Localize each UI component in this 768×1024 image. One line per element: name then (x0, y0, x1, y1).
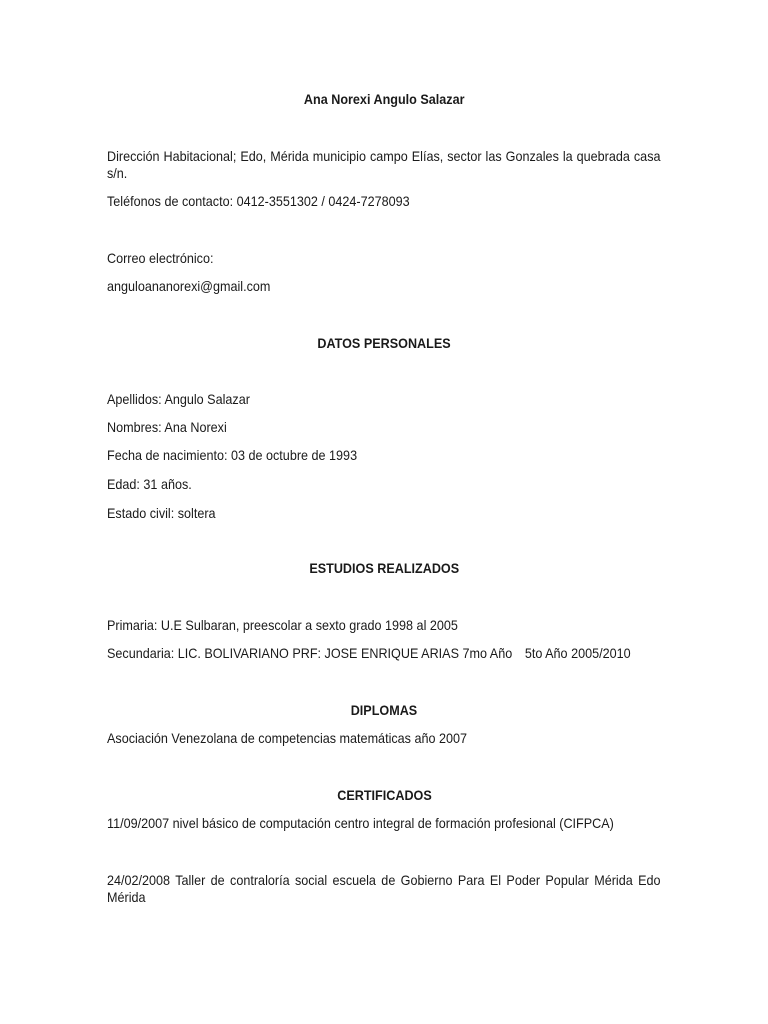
surnames-text: Apellidos: Angulo Salazar (107, 391, 250, 407)
age-text: Edad: 31 años. (107, 476, 192, 492)
cv-name-text: Ana Norexi Angulo Salazar (303, 91, 465, 107)
studies-heading (0, 560, 768, 577)
primary-studies-text: Primaria: U.E Sulbaran, preescolar a sexto grado 1998 al 2005 (107, 617, 458, 633)
personal-data-heading (0, 335, 768, 352)
certificate-item-1: 11/09/2007 nivel básico de computación centro integral de formación profesional (CIFPCA) (107, 815, 614, 831)
names-text: Nombres: Ana Norexi (107, 419, 227, 435)
certificates-heading (0, 787, 768, 804)
civil-status-text: Estado civil: soltera (107, 505, 216, 521)
studies-heading-text: ESTUDIOS REALIZADOS (309, 560, 459, 576)
email-text: anguloananorexi@gmail.com (107, 278, 271, 294)
personal-data-heading-text: DATOS PERSONALES (317, 335, 451, 351)
birthdate-text: Fecha de nacimiento: 03 de octubre de 1993 (107, 447, 358, 463)
secondary-studies-part-1: Secundaria: LIC. BOLIVARIANO PRF: JOSE ENRIQUE ARIAS 7mo Año (107, 645, 513, 661)
diplomas-heading (0, 702, 768, 719)
certificates-heading-text: CERTIFICADOS (336, 787, 432, 803)
phones-text: Teléfonos de contacto: 0412-3551302 / 0424-7278093 (107, 193, 410, 209)
secondary-studies-part-2: 5to Año 2005/2010 (524, 645, 631, 661)
diplomas-heading-text: DIPLOMAS (350, 702, 418, 718)
diploma-item: Asociación Venezolana de competencias matemáticas año 2007 (107, 730, 468, 746)
address-text: Dirección Habitacional; Edo, Mérida municipio campo Elías, sector las Gonzales la quebrada casa s/n. (107, 148, 661, 181)
secondary-studies-text (107, 645, 631, 662)
email-label: Correo electrónico: (107, 250, 214, 266)
cv-name-title (0, 91, 768, 108)
certificate-item-2: 24/02/2008 Taller de contraloría social escuela de Gobierno Para El Poder Popular Mérida Edo Mérida (107, 872, 661, 905)
